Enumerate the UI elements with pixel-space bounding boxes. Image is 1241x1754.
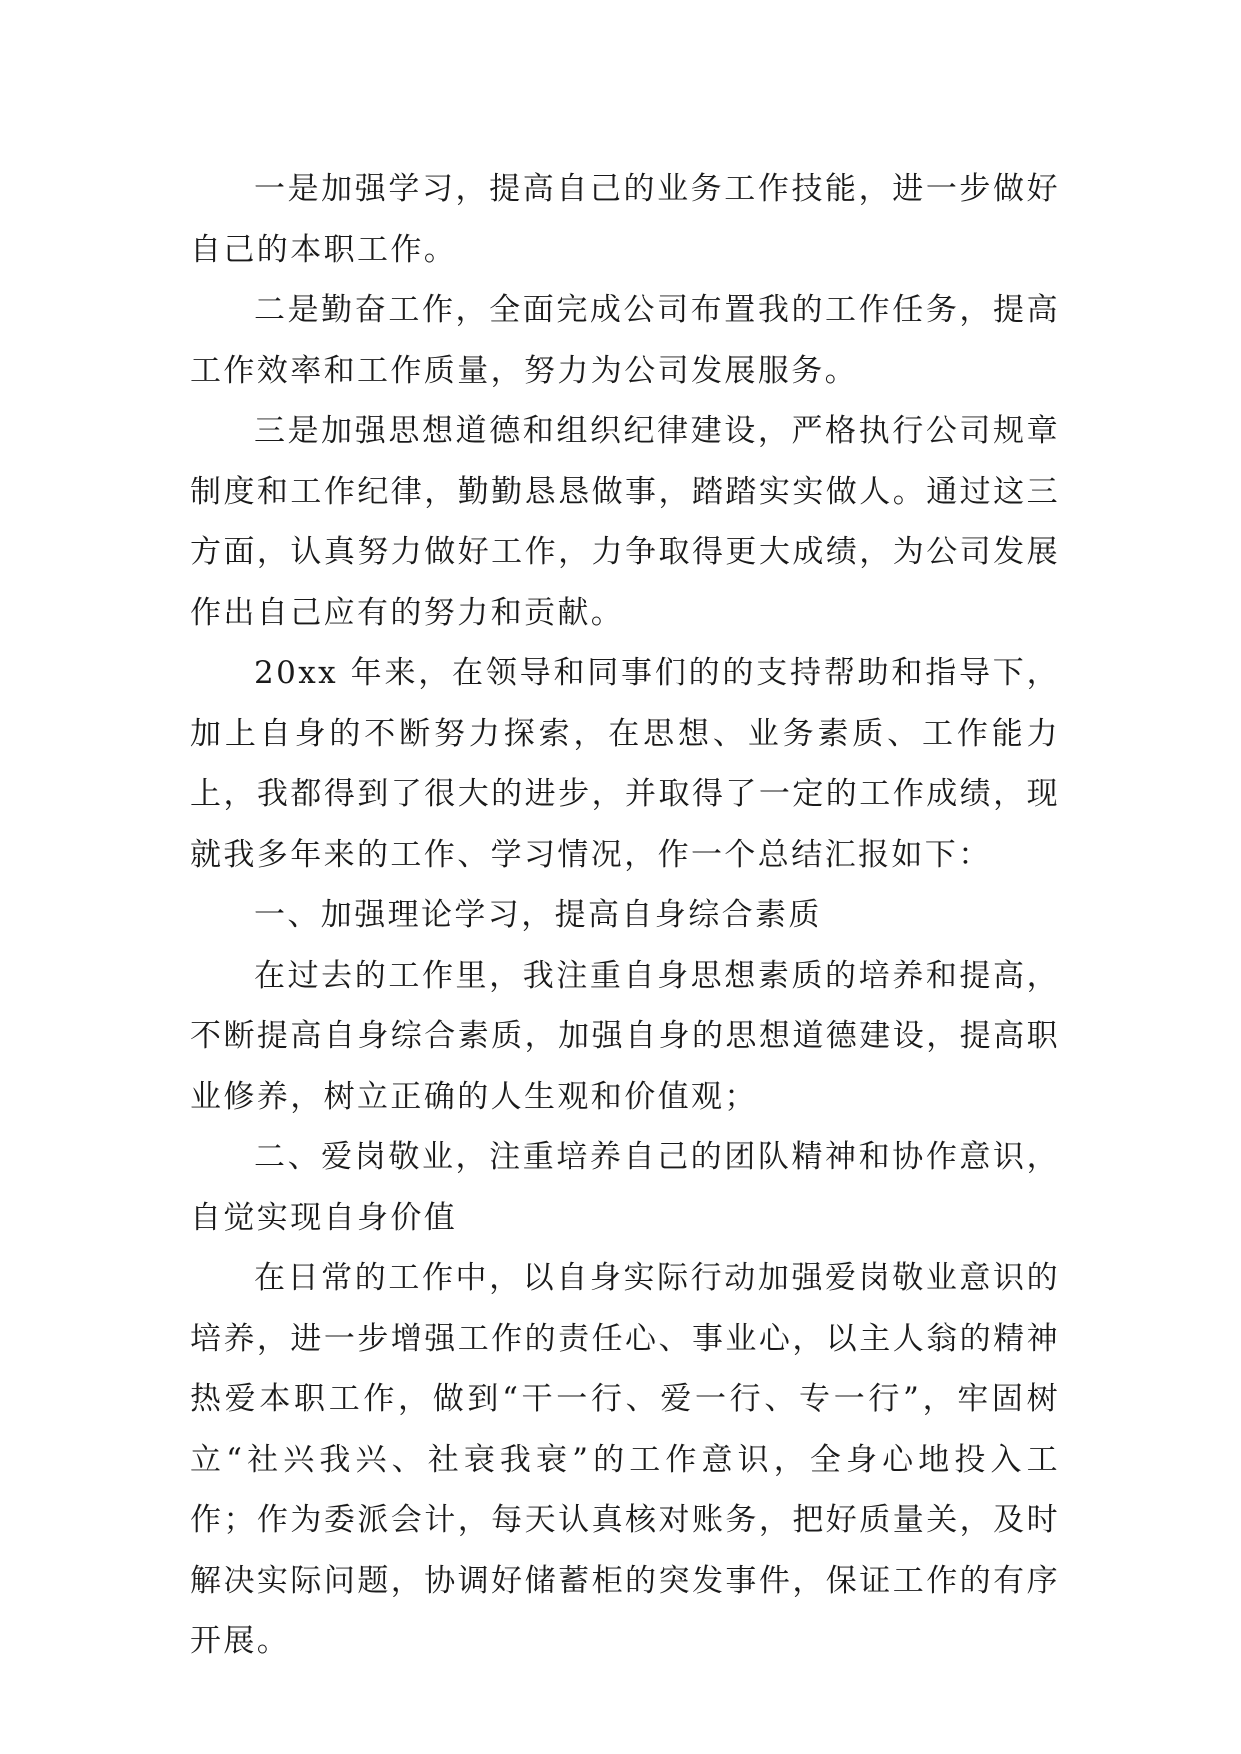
paragraph-5: 在过去的工作里，我注重自身思想素质的培养和提高，不断提高自身综合素质，加强自身的思想道德建设，提高职业修养，树立正确的人生观和价值观； [190, 957, 1060, 1115]
section-heading-1: 一、加强理论学习，提高自身综合素质 [254, 897, 822, 933]
paragraph-6: 在日常的工作中，以自身实际行动加强爱岗敬业意识的培养，进一步增强工作的责任心、事业心，以主人翁的精神热爱本职工作，做到“干一行、爱一行、专一行”，牢固树立“社兴我兴、社衰我衰”的工作意识，全身心地投入工作；作为委派会计，每天认真核对账务，把好质量关，及时解决实际问题，协调好储蓄柜的突发事件，保证工作的有序开展。 [190, 1260, 1060, 1659]
paragraph-2: 二是勤奋工作，全面完成公司布置我的工作任务，提高工作效率和工作质量，努力为公司发展服务。 [190, 292, 1060, 389]
paragraph-3: 三是加强思想道德和组织纪律建设，严格执行公司规章制度和工作纪律，勤勤恳恳做事，踏踏实实做人。通过这三方面，认真努力做好工作，力争取得更大成绩，为公司发展作出自己应有的努力和贡献。 [190, 413, 1060, 631]
paragraph-1: 一是加强学习，提高自己的业务工作技能，进一步做好自己的本职工作。 [190, 171, 1060, 268]
paragraph-4: 20xx 年来，在领导和同事们的的支持帮助和指导下，加上自身的不断努力探索，在思想、业务素质、工作能力上，我都得到了很大的进步，并取得了一定的工作成绩，现就我多年来的工作、学习情况，作一个总结汇报如下： [190, 655, 1060, 873]
document-body [190, 159, 1060, 1672]
section-heading-2: 二、爱岗敬业，注重培养自己的团队精神和协作意识，自觉实现自身价值 [190, 1139, 1060, 1236]
